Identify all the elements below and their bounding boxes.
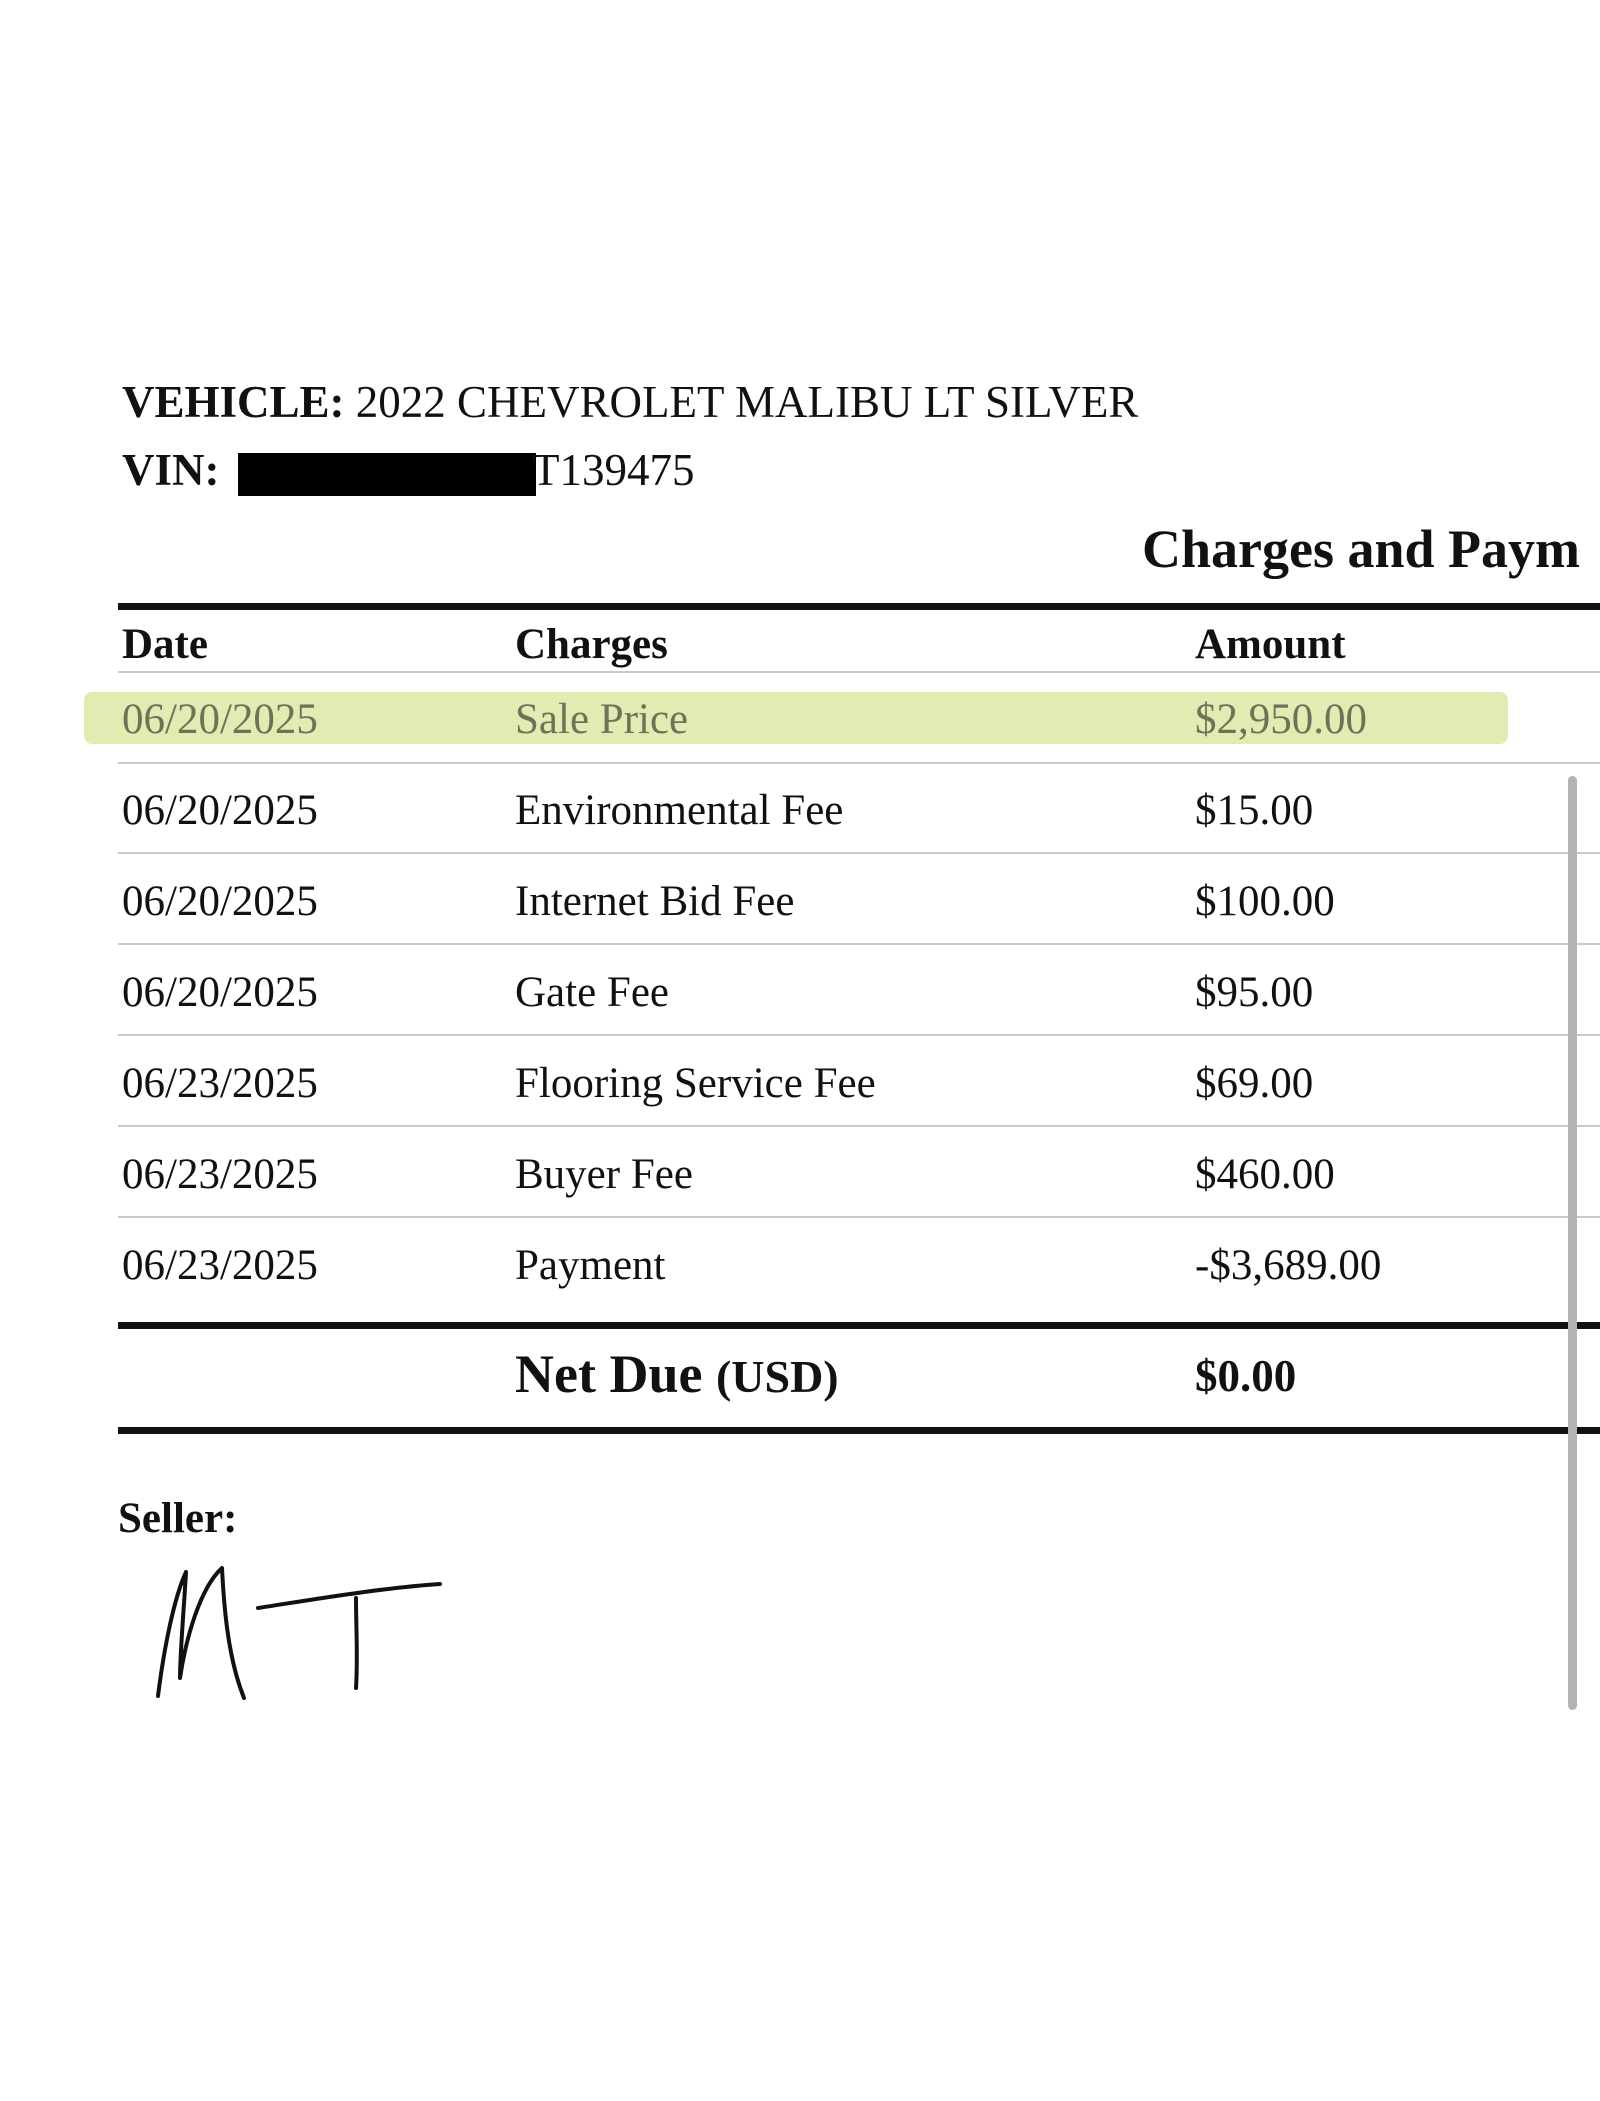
vin-visible-suffix: T139475 xyxy=(532,445,695,495)
row-charge: Gate Fee xyxy=(515,969,670,1016)
seller-label: Seller: xyxy=(118,1495,238,1542)
row-date: 06/20/2025 xyxy=(122,969,318,1016)
section-title: Charges and Paym xyxy=(1142,519,1581,579)
header-amount: Amount xyxy=(1195,621,1346,668)
net-due-unit: (USD) xyxy=(715,1351,839,1402)
row-date: 06/23/2025 xyxy=(122,1151,318,1198)
vehicle-line xyxy=(122,377,1139,427)
row-divider xyxy=(118,943,1600,945)
vehicle-value: 2022 CHEVROLET MALIBU LT SILVER xyxy=(355,377,1139,427)
row-amount: $460.00 xyxy=(1195,1151,1335,1198)
row-charge: Internet Bid Fee xyxy=(515,878,795,925)
row-divider xyxy=(118,1216,1600,1218)
net-due-label xyxy=(515,1344,839,1404)
row-date: 06/23/2025 xyxy=(122,1060,318,1107)
table-top-rule xyxy=(118,603,1600,610)
net-due-text: Net Due xyxy=(515,1344,703,1404)
row-charge: Sale Price xyxy=(515,696,689,743)
row-charge: Buyer Fee xyxy=(515,1151,693,1198)
row-amount: $100.00 xyxy=(1195,878,1335,925)
row-date: 06/20/2025 xyxy=(122,878,318,925)
row-amount: -$3,689.00 xyxy=(1195,1242,1382,1289)
vehicle-label: VEHICLE: xyxy=(122,377,345,427)
vin-label: VIN: xyxy=(122,445,220,495)
net-due-top-rule xyxy=(118,1322,1600,1329)
row-divider xyxy=(118,762,1600,764)
header-charges: Charges xyxy=(515,621,668,668)
net-due-bottom-rule xyxy=(118,1427,1600,1434)
row-divider xyxy=(118,852,1600,854)
row-amount: $95.00 xyxy=(1195,969,1314,1016)
vin-redaction-box xyxy=(238,453,536,496)
row-amount: $69.00 xyxy=(1195,1060,1314,1107)
row-divider xyxy=(118,1034,1600,1036)
row-charge: Flooring Service Fee xyxy=(515,1060,876,1107)
vertical-scrollbar[interactable] xyxy=(1568,776,1577,1710)
row-date: 06/20/2025 xyxy=(122,696,318,743)
row-charge: Environmental Fee xyxy=(515,787,844,834)
row-date: 06/20/2025 xyxy=(122,787,318,834)
row-charge: Payment xyxy=(515,1242,666,1289)
row-date: 06/23/2025 xyxy=(122,1242,318,1289)
seller-signature xyxy=(140,1528,480,1708)
row-amount: $15.00 xyxy=(1195,787,1314,834)
net-due-amount: $0.00 xyxy=(1195,1351,1297,1401)
header-divider xyxy=(118,671,1600,673)
header-date: Date xyxy=(122,621,208,668)
row-amount: $2,950.00 xyxy=(1195,696,1367,743)
vin-line xyxy=(122,445,220,495)
row-divider xyxy=(118,1125,1600,1127)
